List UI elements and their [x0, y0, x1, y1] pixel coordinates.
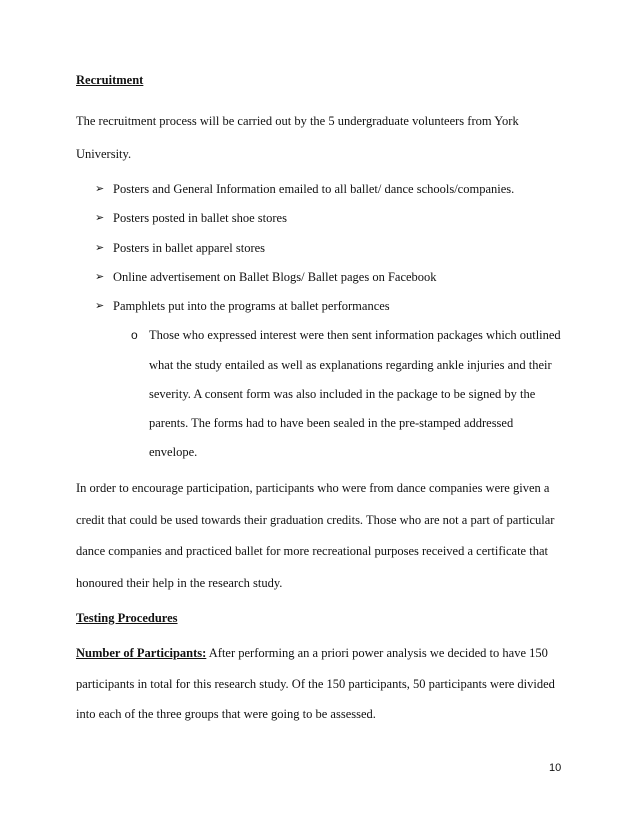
recruitment-intro-line-2: University. [76, 147, 132, 161]
sub-bullet-line: what the study entailed as well as explanations regarding ankle injuries and their [149, 358, 552, 372]
arrow-bullet-icon: ➢ [95, 299, 105, 312]
participants-line-2: participants in total for this research study. Of the 150 participants, 50 participants were divided [76, 677, 555, 691]
paragraph-line: credit that could be used towards their graduation credits. Those who are not a part of particular [76, 513, 555, 527]
testing-procedures-heading: Testing Procedures [76, 611, 178, 625]
sub-bullet-line: Those who expressed interest were then sent information packages which outlined [149, 328, 561, 342]
paragraph-line: honoured their help in the research study. [76, 576, 283, 590]
recruitment-intro-line-1: The recruitment process will be carried out by the 5 undergraduate volunteers from York [76, 114, 519, 128]
arrow-bullet-icon: ➢ [95, 241, 105, 254]
bullet-text: Posters and General Information emailed to all ballet/ dance schools/companies. [113, 182, 515, 196]
arrow-bullet-icon: ➢ [95, 270, 105, 283]
page-number: 10 [549, 762, 562, 774]
bullet-text: Posters in ballet apparel stores [113, 241, 266, 255]
bullet-text: Online advertisement on Ballet Blogs/ Ballet pages on Facebook [113, 270, 437, 284]
sub-bullet-line: envelope. [149, 445, 198, 459]
arrow-bullet-icon: ➢ [95, 182, 105, 195]
sub-bullet-line: parents. The forms had to have been sealed in the pre-stamped addressed [149, 416, 514, 430]
participants-line-1-text: After performing an a priori power analysis we decided to have 150 [206, 646, 548, 660]
recruitment-heading: Recruitment [76, 73, 144, 87]
paragraph-line: In order to encourage participation, participants who were from dance companies were given a [76, 481, 550, 495]
bullet-text: Posters posted in ballet shoe stores [113, 211, 287, 225]
sub-bullet-line: severity. A consent form was also included in the package to be signed by the [149, 387, 536, 401]
participants-line-1 [76, 645, 548, 661]
participants-line-3: into each of the three groups that were going to be assessed. [76, 707, 376, 721]
bullet-text: Pamphlets put into the programs at ballet performances [113, 299, 390, 313]
arrow-bullet-icon: ➢ [95, 211, 105, 224]
circle-bullet-icon: o [131, 328, 138, 342]
paragraph-line: dance companies and practiced ballet for more recreational purposes received a certificate that [76, 544, 548, 558]
participants-label: Number of Participants: [76, 646, 207, 660]
